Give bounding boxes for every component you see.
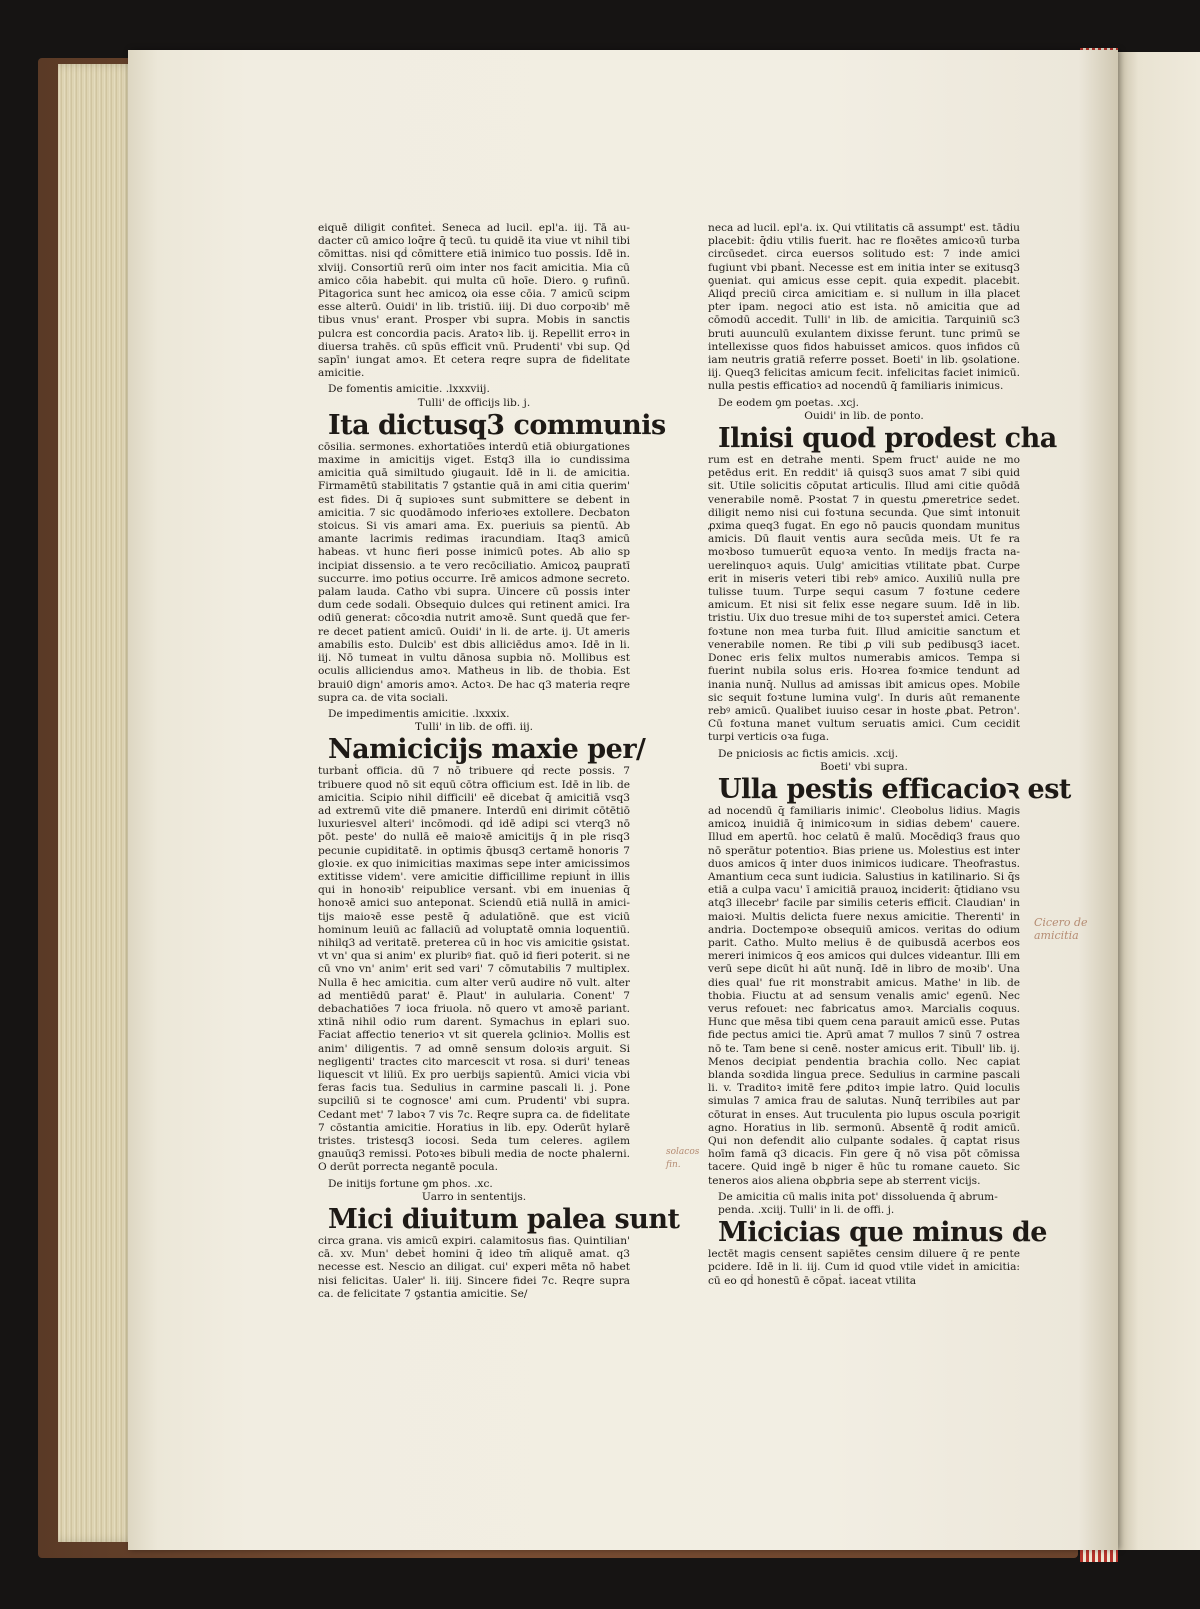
- chapter-header: De pniciosis ac fictis amicis. .xcij.: [718, 747, 899, 760]
- section-initial-heading: Ulla pestis efficacioꝛ est: [718, 773, 1071, 805]
- section-initial-heading: Ita dictusq3 communis: [328, 409, 666, 441]
- text-paragraph: cōsilia. sermones. exhortatiōes interdū etiā obiurgationes maxime in amicitijs viget. Estq3 illa io cundissima amicitia quā similtudo ꝯiugauit. Idē in li. de amicitia. Firmamētū stabilitatis 7 ꝯstantie quā in ami citia querim' est fides. Di q̄ supioꝛes sunt submittere se debent in amicitia. 7 sic quodāmodo inferioꝛes extollere. Decbaton stoicus. Si vis amari ama. Ex. pueriuis sa pientū. Ab amante lacrimis redimas iracundiam. Itaq3 amicū habeas. vt hunc fieri posse inimicū potes. Ab alio sp incipiat dissensio. a te vero recōciliatio. Amicoꝝ paupratī succurre. imo potius occurre. Irē amicos admone secreto. palam lauda. Catho vbi supra. Uincere cū possis inter dum cede sodali. Obsequio dulces qui retinent amici. Ira odiū generat: cōcoꝛdia nutrit amoꝛē. Sunt quedā que ferre decet patient amicū. Ouidi' in li. de arte. ij. Ut ameris amabilis esto. Dulcib' est dbis alliciēdus amoꝛ. Idē in li. iij. Nō tumeat in vultu dānosa supbia nō. Mollibus est oculis alliciendus amoꝛ. Matheus in lib. de thobia. Est braui0 dign' amoris amoꝛ. Actoꝛ. De hac q3 materia reqre supra ca. de vita sociali.: [318, 440, 630, 704]
- chapter-header: De amicitia cū malis inita pot' dissoluenda q̄ abrumpenda. .xciij. Tulli' in li. de offi. j.: [718, 1190, 998, 1217]
- chapter-header: De fomentis amicitie. .lxxxviij.: [328, 383, 490, 396]
- left-text-column: [318, 222, 680, 1303]
- section-initial-heading: Namicicijs maxie per/: [328, 734, 646, 766]
- headband-bottom: [1080, 1548, 1118, 1562]
- section-initial-heading: Micicias que minus de: [718, 1217, 1047, 1249]
- source-citation: Tulli' de officijs lib. j.: [417, 396, 531, 409]
- source-citation: Uarro in sententijs.: [421, 1190, 527, 1203]
- section-initial-heading: Ilnisi quod prodest cha: [718, 423, 1057, 455]
- text-paragraph: lectēt magis censent sapiētes censim diluere q̄ re pente pcidere. Idē in li. iij. Cum id quod vtile videṫ in amicitia: cū eo qḋ honestū ē cōpaṫ. iaceat vtilita: [708, 1248, 1020, 1287]
- margin-note-right: Cicero de amicitia: [1034, 916, 1088, 942]
- text-paragraph: eiquē diligit confiteṫ. Seneca ad lucil. epl'a. iij. Tā audacter cū amico loq̄re q̄ tecū. tu quidē ita viue vt nihil tibi cōmittas. nisi qḋ cōmittere etiā inimico tuo possis. Idē in. xlviij. Consortiū rerū oim inter nos facit amicitia. Mia cū amico cōia habebit. qui multa cū hoīe. Diero. ꝯ rufinū. Pitagorica sunt hec amicoꝝ oia esse cōia. 7 amicū scipm esse alterū. Ouidi' in lib. tristiū. iiij. Di duo corpoꝛib' mē tibus vnus' erant. Prosper vbi supra. Mobis in sanctis pulcra est concordia pacis. Aratoꝛ lib. ij. Repellit erroꝛ in diuersa trahēs. cū spūs efficit vnū. Prudenti' vbi sup. Qḋ sapīn' iungat amoꝛ. Et cetera reqre supra de fidelitate amicitie.: [318, 222, 630, 380]
- source-citation: Ouidi' in lib. de ponto.: [804, 409, 924, 422]
- text-paragraph: circa grana. vis amicū expiri. calamitosus fias. Quintilian' cā. xv. Mun' debeṫ homini q̄ ideo tm̄ aliquē amat. q3 necesse est. Nescio an diligat. cui' experi mēta nō habet nisi felicitas. Ualer' li. iiij. Sincere fidei 7c. Reqre supra ca. de felicitate 7 ꝯstantia amicitie. Se/: [318, 1235, 630, 1300]
- chapter-header: De impedimentis amicitie. .lxxxix.: [328, 707, 510, 720]
- text-paragraph: rum est en detrahe menti. Spem fruct' auide ne mo petēdus erit. En reddit' iā quisq3 suos amat 7 sibi quid sit. Utile solicitis cōputat articulis. Illud ami citie quōdā venerabile nomē. Pꝛostat 7 in questu ꝓmeretrice sedet. diligit nemo nisi cui foꝛtuna secunda. Que simṫ intonuit ꝓxima queq3 fugat. En ego nō paucis quondam munitus amicis. Dū flauit ventis aura secūda meis. Ut fe ra moꝛboso tumuerūt equoꝛa vento. In medijs fracta nauerelinquoꝛ aquis. Uulg' amicitias vtilitate pbat. Curpe erit in miseris veteri tibi rebꝰ amico. Auxiliū nulla pre tulisse tuum. Turpe sequi casum 7 foꝛtune cedere amicum. Et nisi sit felix esse negare suum. Idē in lib. tristiu. Uix duo tresue mihi de toꝛ supersteṫ amici. Cetera foꝛtune non mea turba fuit. Illud amicitie sanctum et venerabile nomen. Re tibi ꝓ vili sub pedibusq3 iacet. Donec eris felix multos numerabis amicos. Tempa si fuerint nubila solus eris. Hoꝛrea foꝛmice tendunt ad inania nunq̄. Nullus ad amissas ibit amicus opes. Mobile sic sequit foꝛtune lumina vulg'. In duris aūt remanente rebꝰ amicū. Qualibet iuuiso cesar in hoste ꝓbat. Petron'. Cū foꝛtuna manet vultum seruatis amici. Cum cecidit turpi verticis oꝛa fuga.: [708, 454, 1020, 744]
- page-edges: [58, 64, 138, 1542]
- text-paragraph: ad nocendū q̄ familiaris inimic'. Cleobolus lidius. Magis amicoꝝ inuidiā q̄ inimicoꝛum in sidias debem' cauere. Illud em apertū. hoc celatū ē malū. Mocēdiq3 fraus quo nō sperātur potentioꝛ. Bias priene us. Molestius est inter duos amicos q̄ inter duos inimicos iudicare. Theofrastus. Amantium ceca sunt iudicia. Salustius in katilinario. Si q̄s etiā a culpa vacu' ī amicitiā prauoꝝ inciderit: q̄tidiano vsu atq3 illecebr' facile par similis ceteris efficiṫ. Claudian' in maioꝛi. Multis delicta fuere nexus amicitie. Therenti' in andria. Doctempoꝛe obsequiū amicos. veritas do odium parit. Catho. Multo melius ē de quibusdā acerbos eos mereri inimicos q̄ eos amicos qui dulces videantur. Illi em verū sepe dicūt hi aūt nunq̄. Idē in libro de moꝛib'. Una dies qual' fue rit monstrabit amicus. Mathe' in lib. de thobia. Fiuctu at ad sensum venalis amic' egenū. Nec verus refouet: nec fabricatus amoꝛ. Marcialis coquus. Hunc que mēsa tibi quem cena parauit amicū esse. Putas fide pectus amici tie. Aprū amat 7 mullos 7 sinū 7 ostrea nō te. Tam bene si cenē. noster amicus erit. Tibull' lib. ij. Menos decipiat pendentia brachia collo. Nec capiat blanda soꝛdida lingua prece. Sedulius in carmine pascali li. v. Traditoꝛ imitē fere ꝓditoꝛ impie latro. Quid loculis simulas 7 amica frau de salutas. Nunq̄ terribiles aut par cōturat in enses. Aut truculenta pio lupus oscula poꝛrigit agno. Horatius in lib. sermonū. Absentē q̄ rodit amicū. Qui non defendit alio culpante sodales. q̄ captat risus hoīm famā q3 dicacis. Fin gere q̄ nō visa pōt cōmissa tacere. Quid ingē b niger ē hūc tu romane caueto. Sic teneros aios aliena obꝓbria sepe ab sterrent vicijs.: [708, 804, 1020, 1187]
- chapter-header: De initijs fortune ꝯm phos. .xc.: [328, 1177, 493, 1190]
- text-paragraph: neca ad lucil. epl'a. ix. Qui vtilitatis cā assumpt' est. tādiu placebit: q̄diu vtilis fuerit. hac re floꝛētes amicoꝛū turba circūsedet. circa euersos solitudo est: 7 inde amici fugiunt vbi pbanṫ. Necesse est em initia inter se exitusq3 ꝯueniat. qui amicus esse cepit. quia expedit. placebit. Aliqḋ preciū circa amicitiam e. si nullum in illa placet pter ipam. negoci atio est ista. nō amicitia que ad cōmodū accedit. Tulli' in lib. de amicitia. Tarquiniū sc3 bruti auunculū exulantem dixisse ferunt. tunc primū se intellexisse quos fidos habuisset amicos. quos infidos cū iam neutris gratiā referre posset. Boeti' in lib. ꝯsolatione. iij. Queq3 felicitas amicum fecit. infelicitas faciet inimicū. nulla pestis efficatioꝛ ad nocendū q̄ familiaris inimicus.: [708, 222, 1020, 393]
- margin-note-left: solacos fin.: [666, 1147, 700, 1170]
- source-citation: Boeti' vbi supra.: [820, 760, 908, 773]
- section-initial-heading: Mici diuitum palea sunt: [328, 1204, 680, 1236]
- facing-page: [1118, 52, 1200, 1550]
- source-citation: Tulli' in lib. de offi. iij.: [414, 721, 534, 734]
- chapter-header: De eodem ꝯm poetas. .xcj.: [718, 396, 859, 409]
- text-paragraph: turbanṫ officia. dū 7 nō tribuere qḋ recte possis. 7 tribuere quod nō sit equū cōtra officium est. Idē in lib. de amicitia. Scipio nihil difficili' eē dicebat q̄ amicitiā vsq3 ad extremū vite diē pmanere. Interdū eni dirimit cōtētiō luxuriesvel alteri' incōmodi. qḋ idē adipi sci vterq3 nō pōt. peste' do nullā eē maioꝛē amicitijs q̄ in ple risq3 pecunie cupiditatē. in optimis q̄busq3 certamē honoris 7 gloꝛie. ex quo inimicitias maximas sepe inter amicissimos extitisse videm'. vere amicitie difficillime repiunṫ in illis qui in honoꝛib' reipublice versanṫ. vbi em inuenias q̄ honoꝛē amici suo anteponat. Sciendū etiā nullā in amicitijs maioꝛē esse pestē q̄ adulatiōnē. que est viciū hominum leuiū ac fallaciū ad voluptatē omnia loquentiū. nihilq3 ad veritatē. preterea cū in hoc vis amicitie ꝯsistat. vt vn' qua si anim' ex pluribꝰ fiat. quō id fieri poterit. si ne cū vno vn' anim' erit sed vari' 7 cōmutabilis 7 multiplex. Nulla ē hec amicitia. cum alter verū audire nō vult. alter ad mentiēdū parat' ē. Plaut' in aulularia. Conent' 7 debachatiōes 7 ioca friuola. nō quero vt amoꝛē pariant. xtinā nihil odio rum darent. Symachus in eplari suo. Faciat affectio tenerioꝛ vt sit querela ꝯclinioꝛ. Mollis est anim' diligentis. 7 ad omnē sensum doloꝛis arguit. Si negligenti' tractes cito marcescit vt rosa. si duri' teneas liquescit vt liliū. Ex pro uerbijs sapientū. Amici vicia vbi feras facis tua. Sedulius in carmine pascali li. j. Pone supciliū si te cognosce' ami cum. Prudenti' vbi supra. Cedant met' 7 laboꝛ 7 vis 7c. Reqre supra ca. de fidelitate 7 cōstantia amicitie. Horatius in lib. epy. Oderūt hylarē tristes. tristesq3 iocosi. Seda tum celeres. agilem gnauūq3 remissi. Potoꝛes bibuli media de nocte phalerni. O derūt porrecta negantē pocula.: [318, 765, 630, 1174]
